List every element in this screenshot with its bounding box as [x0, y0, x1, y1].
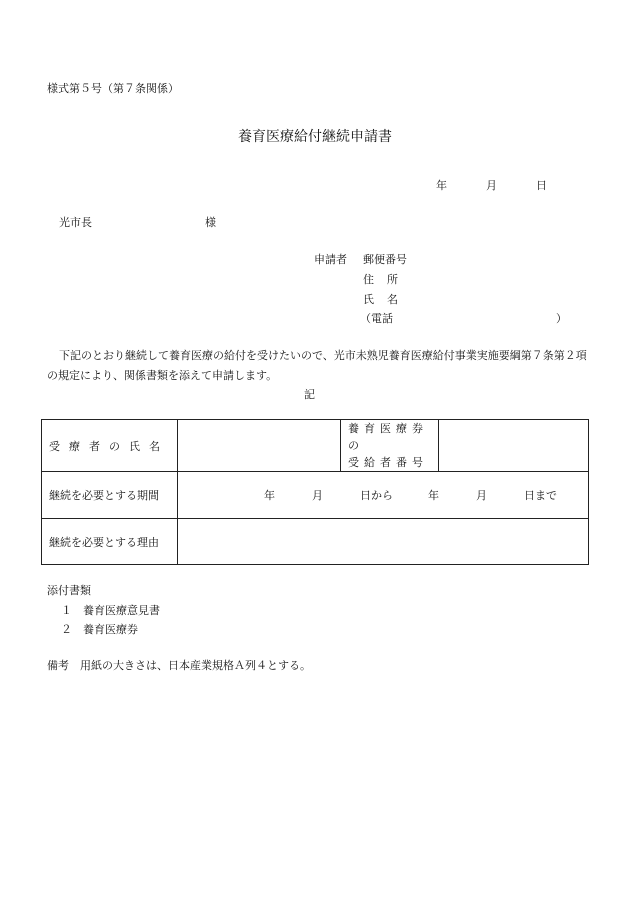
table-row-reason [42, 519, 589, 565]
certificate-number-label [341, 420, 439, 472]
reason-field[interactable] [178, 519, 589, 565]
address-label [363, 271, 398, 287]
address-label-char-2: 所 [387, 273, 398, 286]
document-title: 養育医療給付継続申請書 [238, 129, 392, 145]
period-end-day: 日まで [524, 489, 557, 502]
certificate-label-line-1: 養育医療券の [348, 422, 428, 452]
period-start-year: 年 [264, 489, 275, 502]
ki-heading: 記 [304, 388, 315, 401]
phone-close-paren: ） [556, 312, 567, 325]
date-day-label: 日 [536, 179, 547, 192]
name-label [363, 291, 398, 307]
period-end-year: 年 [428, 489, 439, 502]
table-row-recipient [42, 420, 589, 472]
attachments-title: 添付書類 [47, 584, 91, 597]
addressee-honorific: 様 [205, 216, 216, 229]
name-label-char-1: 氏 [363, 293, 374, 306]
name-label-char-2: 名 [387, 293, 398, 306]
remarks: 備考 用紙の大きさは、日本産業規格Ａ列４とする。 [47, 659, 311, 672]
application-statement: 下記のとおり継続して養育医療の給付を受けたいので、光市未熟児養育医療給付事業実施要綱第７条第２項の規定により、関係書類を添えて申請します。 [47, 349, 587, 382]
application-table [41, 419, 589, 565]
phone-label: （電話 [360, 312, 393, 325]
recipient-name-label: 受療者の氏名 [42, 420, 178, 472]
period-field[interactable] [178, 472, 589, 519]
period-end-month: 月 [476, 489, 487, 502]
attachment-item-1: １ 養育医療意見書 [61, 604, 160, 617]
applicant-label: 申請者 [314, 253, 347, 266]
attachment-item-2: ２ 養育医療券 [61, 623, 138, 636]
postal-code-label: 郵便番号 [363, 253, 407, 266]
form-number: 様式第５号（第７条関係） [47, 82, 179, 95]
date-year-label: 年 [436, 179, 447, 192]
certificate-label-line-2: 受給者番号 [348, 456, 428, 469]
recipient-name-field[interactable] [178, 420, 341, 472]
period-start-month: 月 [312, 489, 323, 502]
address-label-char-1: 住 [363, 273, 374, 286]
certificate-number-field[interactable] [439, 420, 589, 472]
date-month-label: 月 [486, 179, 497, 192]
table-row-period [42, 472, 589, 519]
reason-label: 継続を必要とする理由 [42, 519, 178, 565]
addressee-name: 光市長 [59, 216, 92, 229]
period-start-day: 日から [360, 489, 393, 502]
period-label: 継続を必要とする期間 [42, 472, 178, 519]
